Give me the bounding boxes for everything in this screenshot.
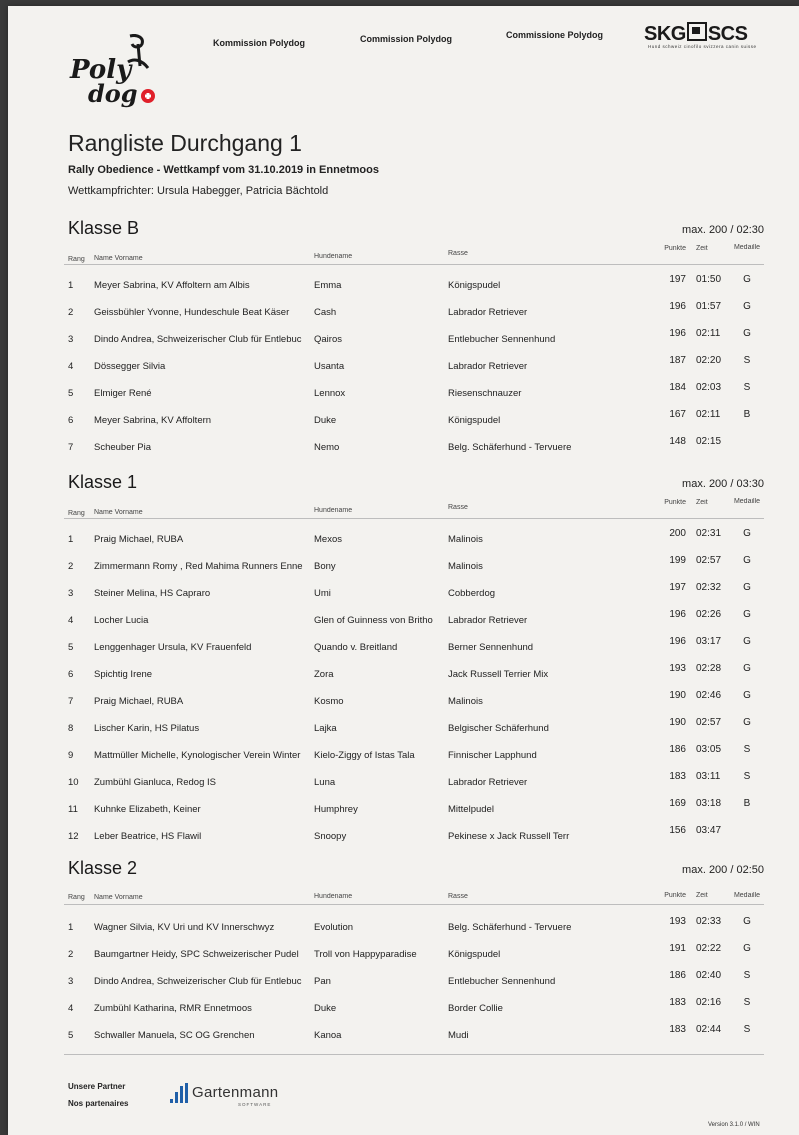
cell-dog: Mexos [314,534,342,545]
section-max: max. 200 / 03:30 [682,478,764,490]
cell-breed: Labrador Retriever [448,361,528,372]
cell-breed: Malinois [448,696,483,707]
cell-name: Praig Michael, RUBA [94,534,184,545]
polydog-logo [68,34,160,110]
cell-rang: 4 [68,361,74,372]
cell-name: Dindo Andrea, Schweizerischer Club für Entlebuc [94,976,302,987]
cell-points: 187 [669,355,686,366]
col-name: Name Vorname [94,255,143,262]
cell-time: 01:50 [696,274,722,285]
table-row [64,551,764,578]
cell-time: 02:28 [696,663,722,674]
sponsor-name: Gartenmann [192,1084,279,1101]
logo-word-top: Poly [70,55,132,85]
cell-breed: Labrador Retriever [448,615,528,626]
judges-line: Wettkampfrichter: Ursula Habegger, Patricia Bächtold [68,185,329,197]
cell-rang: 1 [68,534,74,545]
cell-dog: Kanoa [314,1030,342,1041]
cell-name: Meyer Sabrina, KV Affoltern [94,415,212,426]
col-dog: Hundename [314,253,353,260]
col-rang: Rang [68,510,85,517]
cell-rang: 5 [68,642,74,653]
cell-points: 197 [669,582,686,593]
cell-dog: Troll von Happyparadise [314,949,417,960]
cell-points: 183 [669,997,686,1008]
cell-name: Kuhnke Elizabeth, Keiner [94,804,201,815]
cell-time: 01:57 [696,301,722,312]
cell-points: 196 [669,328,686,339]
section-max: max. 200 / 02:30 [682,224,764,236]
cell-medal: G [743,916,751,927]
table-row [64,993,764,1020]
cell-name: Dössegger Silvia [94,361,166,372]
cell-rang: 2 [68,561,74,572]
cell-name: Zumbühl Katharina, RMR Ennetmoos [94,1003,252,1014]
cell-breed: Entlebucher Sennenhund [448,334,556,345]
partners-label [68,1078,128,1112]
table-row [64,1020,764,1047]
cell-points: 186 [669,970,686,981]
cell-medal: G [743,528,751,539]
cell-points: 190 [669,717,686,728]
sponsor-sub: SOFTWARE [238,1102,272,1107]
cell-dog: Nemo [314,442,340,453]
cell-points: 148 [669,436,686,447]
table-row [64,351,764,378]
cell-medal: G [743,274,751,285]
table-row [64,939,764,966]
result-sheet [8,6,799,1135]
cell-dog: Emma [314,280,342,291]
cell-rang: 1 [68,922,74,933]
cell-dog: Quando v. Breitland [314,642,398,653]
cell-name: Wagner Silvia, KV Uri und KV Innerschwyz [94,922,275,933]
cell-breed: Belgischer Schäferhund [448,723,549,734]
table-row [64,270,764,297]
col-medal: Medaille [733,244,761,251]
cell-medal: G [743,690,751,701]
cell-name: Lenggenhager Ursula, KV Frauenfeld [94,642,252,653]
cell-breed: Entlebucher Sennenhund [448,976,556,987]
cell-medal: S [743,771,751,782]
cell-medal: S [743,997,751,1008]
cell-time: 02:32 [696,582,722,593]
cell-medal: G [743,717,751,728]
cell-time: 02:16 [696,997,722,1008]
cell-medal: S [743,744,751,755]
col-breed: Rasse [448,250,468,257]
cell-rang: 4 [68,615,74,626]
cell-dog: Luna [314,777,336,788]
cell-medal: G [743,301,751,312]
cell-points: 183 [669,771,686,782]
table-row [64,659,764,686]
col-points: Punkte [664,245,686,252]
skg-text: SKG [644,23,686,45]
cell-points: 193 [669,663,686,674]
cell-dog: Snoopy [314,831,347,842]
cell-dog: Duke [314,415,337,426]
table-row [64,324,764,351]
col-dog: Hundename [314,893,353,900]
cell-rang: 5 [68,388,74,399]
cell-dog: Kosmo [314,696,344,707]
cell-breed: Finnischer Lapphund [448,750,537,761]
footer-divider [64,1054,764,1055]
table-row [64,405,764,432]
cell-time: 03:18 [696,798,722,809]
col-time: Zeit [696,892,708,899]
col-name: Name Vorname [94,894,143,901]
cell-breed: Labrador Retriever [448,777,528,788]
col-rang: Rang [68,256,85,263]
section-title: Klasse 1 [68,472,138,492]
cell-breed: Mudi [448,1030,469,1041]
table-row [64,297,764,324]
cell-name: Geissbühler Yvonne, Hundeschule Beat Käser [94,307,290,318]
gartenmann-mark-icon [168,1082,192,1106]
col-breed: Rasse [448,893,468,900]
cell-rang: 3 [68,334,74,345]
table-row [64,912,764,939]
cell-time: 02:44 [696,1024,722,1035]
cell-name: Spichtig Irene [94,669,153,680]
table-row [64,605,764,632]
cell-time: 02:11 [696,409,721,420]
cell-medal: S [743,355,751,366]
cell-name: Praig Michael, RUBA [94,696,184,707]
cell-points: 193 [669,916,686,927]
cell-rang: 8 [68,723,74,734]
cell-rang: 2 [68,949,74,960]
cell-time: 03:47 [696,825,722,836]
cell-rang: 10 [68,777,79,788]
cell-rang: 2 [68,307,74,318]
cell-breed: Border Collie [448,1003,503,1014]
section-title: Klasse 2 [68,858,138,878]
cell-time: 02:20 [696,355,722,366]
cell-breed: Malinois [448,534,483,545]
table-row [64,632,764,659]
cell-medal: G [743,943,751,954]
cell-time: 02:31 [696,528,722,539]
cell-dog: Zora [314,669,334,680]
table-row [64,524,764,551]
cell-time: 03:17 [696,636,722,647]
cell-breed: Belg. Schäferhund - Tervuere [448,442,572,453]
cell-rang: 3 [68,976,74,987]
cell-time: 02:26 [696,609,722,620]
cell-points: 156 [669,825,686,836]
cell-points: 167 [669,409,686,420]
cell-dog: Evolution [314,922,354,933]
table-row [64,578,764,605]
cell-rang: 3 [68,588,74,599]
col-medal: Medaille [733,498,761,505]
cell-dog: Bony [314,561,336,572]
cell-dog: Pan [314,976,331,987]
cell-name: Locher Lucia [94,615,149,626]
cell-medal: G [743,663,751,674]
cell-rang: 6 [68,669,74,680]
cell-dog: Cash [314,307,337,318]
cell-breed: Malinois [448,561,483,572]
table-row [64,378,764,405]
cell-points: 196 [669,301,686,312]
col-points: Punkte [664,892,686,899]
cell-breed: Riesenschnauzer [448,388,522,399]
cell-dog: Lennox [314,388,346,399]
table-row [64,767,764,794]
table-row [64,432,764,459]
table-row [64,686,764,713]
logo-word-bottom: dog [88,79,138,108]
cell-medal: S [743,970,751,981]
cell-rang: 6 [68,415,74,426]
cell-time: 02:46 [696,690,722,701]
cell-breed: Cobberdog [448,588,496,599]
cell-points: 184 [669,382,686,393]
cell-medal: G [743,609,751,620]
cell-dog: Humphrey [314,804,358,815]
cell-rang: 11 [68,804,78,815]
cell-points: 190 [669,690,686,701]
cell-points: 196 [669,636,686,647]
software-version: Version 3.1.0 / WIN [708,1122,760,1128]
skg-emblem-icon [687,22,707,41]
col-breed: Rasse [448,504,468,511]
cell-name: Dindo Andrea, Schweizerischer Club für Entlebuc [94,334,302,345]
cell-points: 186 [669,744,686,755]
cell-points: 183 [669,1024,686,1035]
skg-scs-logo [644,22,747,46]
cell-points: 196 [669,609,686,620]
col-name: Name Vorname [94,509,143,516]
cell-points: 197 [669,274,686,285]
cell-points: 200 [669,528,686,539]
cell-medal: B [743,798,751,809]
cell-breed: Königspudel [448,280,501,291]
cell-medal: G [743,582,751,593]
polydog-logo-graphic [68,34,160,110]
page-header [8,6,799,108]
section-max: max. 200 / 02:50 [682,864,764,876]
commission-de: Kommission Polydog [213,38,306,48]
col-time: Zeit [696,245,708,252]
cell-rang: 1 [68,280,74,291]
cell-dog: Duke [314,1003,337,1014]
cell-breed: Berner Sennenhund [448,642,534,653]
cell-time: 02:03 [696,382,722,393]
skg-subline: Hund schweiz cinofilo svizzera canin suisse [648,44,757,49]
scs-text: SCS [707,23,748,45]
cell-medal: B [743,409,751,420]
cell-medal: G [743,555,751,566]
commission-it: Commissione Polydog [506,30,604,40]
cell-breed: Labrador Retriever [448,307,528,318]
cell-name: Zumbühl Gianluca, Redog IS [94,777,216,788]
cell-rang: 9 [68,750,74,761]
cell-dog: Kielo-Ziggy of Istas Tala [314,750,415,761]
cell-rang: 7 [68,696,74,707]
col-rang: Rang [68,894,85,901]
cell-rang: 12 [68,831,79,842]
partners-fr: Nos partenaires [68,1099,129,1108]
table-row [64,713,764,740]
cell-time: 02:57 [696,555,722,566]
cell-points: 191 [669,943,686,954]
table-row [64,794,764,821]
cell-name: Zimmermann Romy , Red Mahima Runners Enne [94,561,303,572]
section-title: Klasse B [68,218,140,238]
table-header [64,498,764,519]
competition-subtitle: Rally Obedience - Wettkampf vom 31.10.2019 in Ennetmoos [68,164,379,176]
cell-breed: Pekinese x Jack Russell Terr [448,831,570,842]
cell-name: Mattmüller Michelle, Kynologischer Verein Winter [94,750,301,761]
cell-points: 199 [669,555,686,566]
col-time: Zeit [696,499,708,506]
cell-name: Elmiger René [94,388,152,399]
cell-breed: Königspudel [448,949,501,960]
cell-time: 02:11 [696,328,721,339]
cell-breed: Belg. Schäferhund - Tervuere [448,922,572,933]
col-dog: Hundename [314,507,353,514]
cell-time: 02:57 [696,717,722,728]
table-header [64,244,764,265]
cell-name: Schwaller Manuela, SC OG Grenchen [94,1030,255,1041]
table-row [64,966,764,993]
cell-dog: Lajka [314,723,337,734]
cell-time: 03:11 [696,771,721,782]
cell-name: Scheuber Pia [94,442,152,453]
cell-breed: Jack Russell Terrier Mix [448,669,549,680]
cell-name: Leber Beatrice, HS Flawil [94,831,202,842]
cell-dog: Usanta [314,361,345,372]
partners-de: Unsere Partner [68,1082,126,1091]
page-title: Rangliste Durchgang 1 [68,130,302,156]
cell-dog: Umi [314,588,331,599]
cell-points: 169 [669,798,686,809]
cell-time: 02:33 [696,916,722,927]
cell-breed: Mittelpudel [448,804,494,815]
cell-medal: S [743,382,751,393]
cell-name: Lischer Karin, HS Pilatus [94,723,200,734]
commission-fr: Commission Polydog [360,34,453,44]
col-medal: Medaille [733,892,761,899]
cell-rang: 4 [68,1003,74,1014]
cell-breed: Königspudel [448,415,501,426]
cell-dog: Glen of Guinness von Britho [314,615,433,626]
cell-rang: 7 [68,442,74,453]
table-row [64,821,764,848]
cell-name: Steiner Melina, HS Capraro [94,588,211,599]
col-points: Punkte [664,499,686,506]
table-header [64,884,764,905]
cell-dog: Qairos [314,334,342,345]
cell-medal: G [743,636,751,647]
cell-medal: G [743,328,751,339]
cell-name: Baumgartner Heidy, SPC Schweizerischer Pudel [94,949,299,960]
cell-name: Meyer Sabrina, KV Affoltern am Albis [94,280,250,291]
cell-rang: 5 [68,1030,74,1041]
cell-time: 02:40 [696,970,722,981]
cell-time: 03:05 [696,744,722,755]
cell-medal: S [743,1024,751,1035]
table-row [64,740,764,767]
cell-time: 02:22 [696,943,722,954]
cell-time: 02:15 [696,436,722,447]
